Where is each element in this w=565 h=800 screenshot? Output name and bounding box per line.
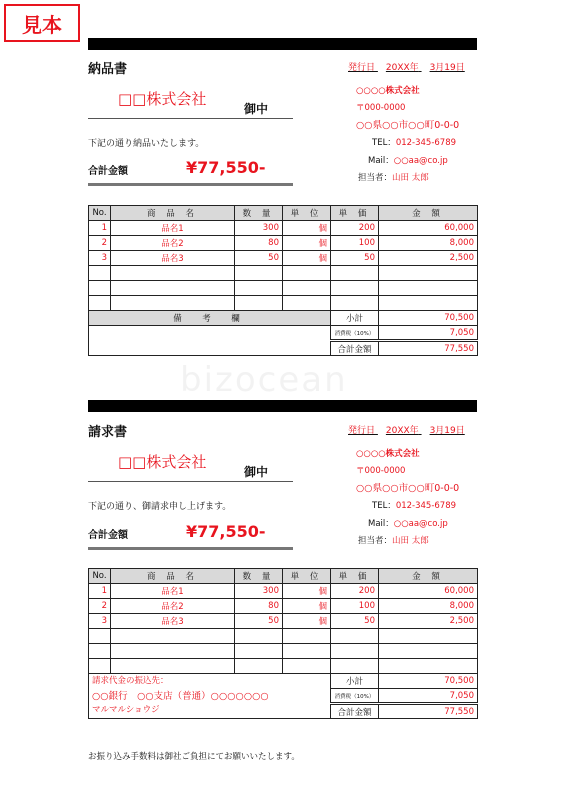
subtotal-label: 小計 xyxy=(331,674,379,689)
header-unit: 単 位 xyxy=(283,569,331,584)
remarks-label: 備 考 欄 xyxy=(89,311,331,326)
issue-date-year: 20XX年 xyxy=(385,63,419,73)
grand-total-label: 合計金額 xyxy=(331,704,379,719)
delivery-title: 納品書 xyxy=(88,62,128,77)
subtotal-row xyxy=(89,674,478,689)
invoice-customer-name: □□株式会社 xyxy=(118,453,207,471)
header-no: No. xyxy=(89,569,111,584)
invoice-title: 請求書 xyxy=(88,425,128,440)
delivery-company-postal: 〒000-0000 xyxy=(356,103,406,113)
header-price: 単 価 xyxy=(331,206,379,221)
table-header-row xyxy=(89,569,478,584)
delivery-issue-date xyxy=(348,60,465,73)
delivery-company-tel: TEL：012-345-6789 xyxy=(372,138,457,148)
issue-date-label: 発行日 xyxy=(348,426,376,436)
table-row-empty xyxy=(89,281,478,296)
table-row-empty xyxy=(89,644,478,659)
delivery-customer-honorific: 御中 xyxy=(244,102,269,116)
invoice-company-postal: 〒000-0000 xyxy=(356,466,406,476)
subtotal-row xyxy=(89,311,478,326)
delivery-company-person: 担当者：山田 太郎 xyxy=(358,173,429,183)
tax-label: 消費税（10%） xyxy=(331,326,379,341)
bank-line-1: 請求代金の振込先： xyxy=(89,674,331,689)
table-row-empty xyxy=(89,629,478,644)
tax-row xyxy=(89,689,478,704)
delivery-total-value: ¥77,550- xyxy=(186,158,266,177)
header-qty: 数 量 xyxy=(235,569,283,584)
invoice-company-person: 担当者：山田 太郎 xyxy=(358,536,429,546)
invoice-customer-underline xyxy=(88,481,293,482)
invoice-total-underline xyxy=(88,547,293,550)
invoice-company-mail: Mail：○○aa@co.jp xyxy=(368,519,448,529)
table-row: 1 品名1 300 個 200 60,000 xyxy=(89,584,478,599)
watermark: bizocean xyxy=(180,360,348,400)
header-name: 商 品 名 xyxy=(111,569,235,584)
issue-date-year: 20XX年 xyxy=(385,426,419,436)
table-row: 1 品名1 300 個 200 60,000 xyxy=(89,221,478,236)
header-price: 単 価 xyxy=(331,569,379,584)
invoice-company-name: ○○○○株式会社 xyxy=(356,449,420,459)
tax-row xyxy=(89,326,478,341)
sample-stamp: 見本 xyxy=(4,4,80,42)
grand-total-label: 合計金額 xyxy=(331,341,379,356)
header-name: 商 品 名 xyxy=(111,206,235,221)
header-amount: 金 額 xyxy=(379,206,478,221)
delivery-message: 下記の通り納品いたします。 xyxy=(88,139,205,149)
table-row-empty xyxy=(89,659,478,674)
header-qty: 数 量 xyxy=(235,206,283,221)
invoice-company-address: ○○県○○市○○町0-0-0 xyxy=(356,483,460,494)
delivery-customer-underline xyxy=(88,118,293,119)
bank-line-2: ○○銀行 ○○支店（普通）○○○○○○○ xyxy=(89,689,331,704)
delivery-company-name: ○○○○株式会社 xyxy=(356,86,420,96)
table-row-empty xyxy=(89,296,478,311)
remarks-area xyxy=(89,326,331,356)
delivery-total-label: 合計金額 xyxy=(88,166,128,177)
issue-date-label: 発行日 xyxy=(348,63,376,73)
invoice-total-value: ¥77,550- xyxy=(186,522,266,541)
header-unit: 単 位 xyxy=(283,206,331,221)
delivery-company-address: ○○県○○市○○町0-0-0 xyxy=(356,120,460,131)
grand-total-value: 77,550 xyxy=(379,341,478,356)
tax-value: 7,050 xyxy=(379,689,478,704)
delivery-customer-name: □□株式会社 xyxy=(118,90,207,108)
subtotal-label: 小計 xyxy=(331,311,379,326)
invoice-message: 下記の通り、御請求申し上げます。 xyxy=(88,502,232,512)
delivery-items-table xyxy=(88,205,478,356)
invoice-top-bar xyxy=(88,400,477,412)
invoice-issue-date xyxy=(348,423,465,436)
header-amount: 金 額 xyxy=(379,569,478,584)
delivery-company-mail: Mail：○○aa@co.jp xyxy=(368,156,448,166)
table-row-empty xyxy=(89,266,478,281)
tax-label: 消費税（10%） xyxy=(331,689,379,704)
invoice-company-tel: TEL：012-345-6789 xyxy=(372,501,457,511)
subtotal-value: 70,500 xyxy=(379,674,478,689)
grand-total-row xyxy=(89,704,478,719)
invoice-items-table xyxy=(88,568,478,719)
bank-line-3: マルマルショウジ xyxy=(89,704,331,719)
table-row: 3 品名3 50 個 50 2,500 xyxy=(89,614,478,629)
subtotal-value: 70,500 xyxy=(379,311,478,326)
header-no: No. xyxy=(89,206,111,221)
table-row: 2 品名2 80 個 100 8,000 xyxy=(89,236,478,251)
delivery-top-bar xyxy=(88,38,477,50)
grand-total-value: 77,550 xyxy=(379,704,478,719)
invoice-total-label: 合計金額 xyxy=(88,530,128,541)
table-header-row xyxy=(89,206,478,221)
invoice-customer-honorific: 御中 xyxy=(244,465,269,479)
issue-date-month-day: 3月19日 xyxy=(429,63,465,73)
table-row: 2 品名2 80 個 100 8,000 xyxy=(89,599,478,614)
tax-value: 7,050 xyxy=(379,326,478,341)
invoice-footer-note: お振り込み手数料は御社ご負担にてお願いいたします。 xyxy=(88,752,300,762)
delivery-total-underline xyxy=(88,183,293,186)
table-row: 3 品名3 50 個 50 2,500 xyxy=(89,251,478,266)
issue-date-month-day: 3月19日 xyxy=(429,426,465,436)
